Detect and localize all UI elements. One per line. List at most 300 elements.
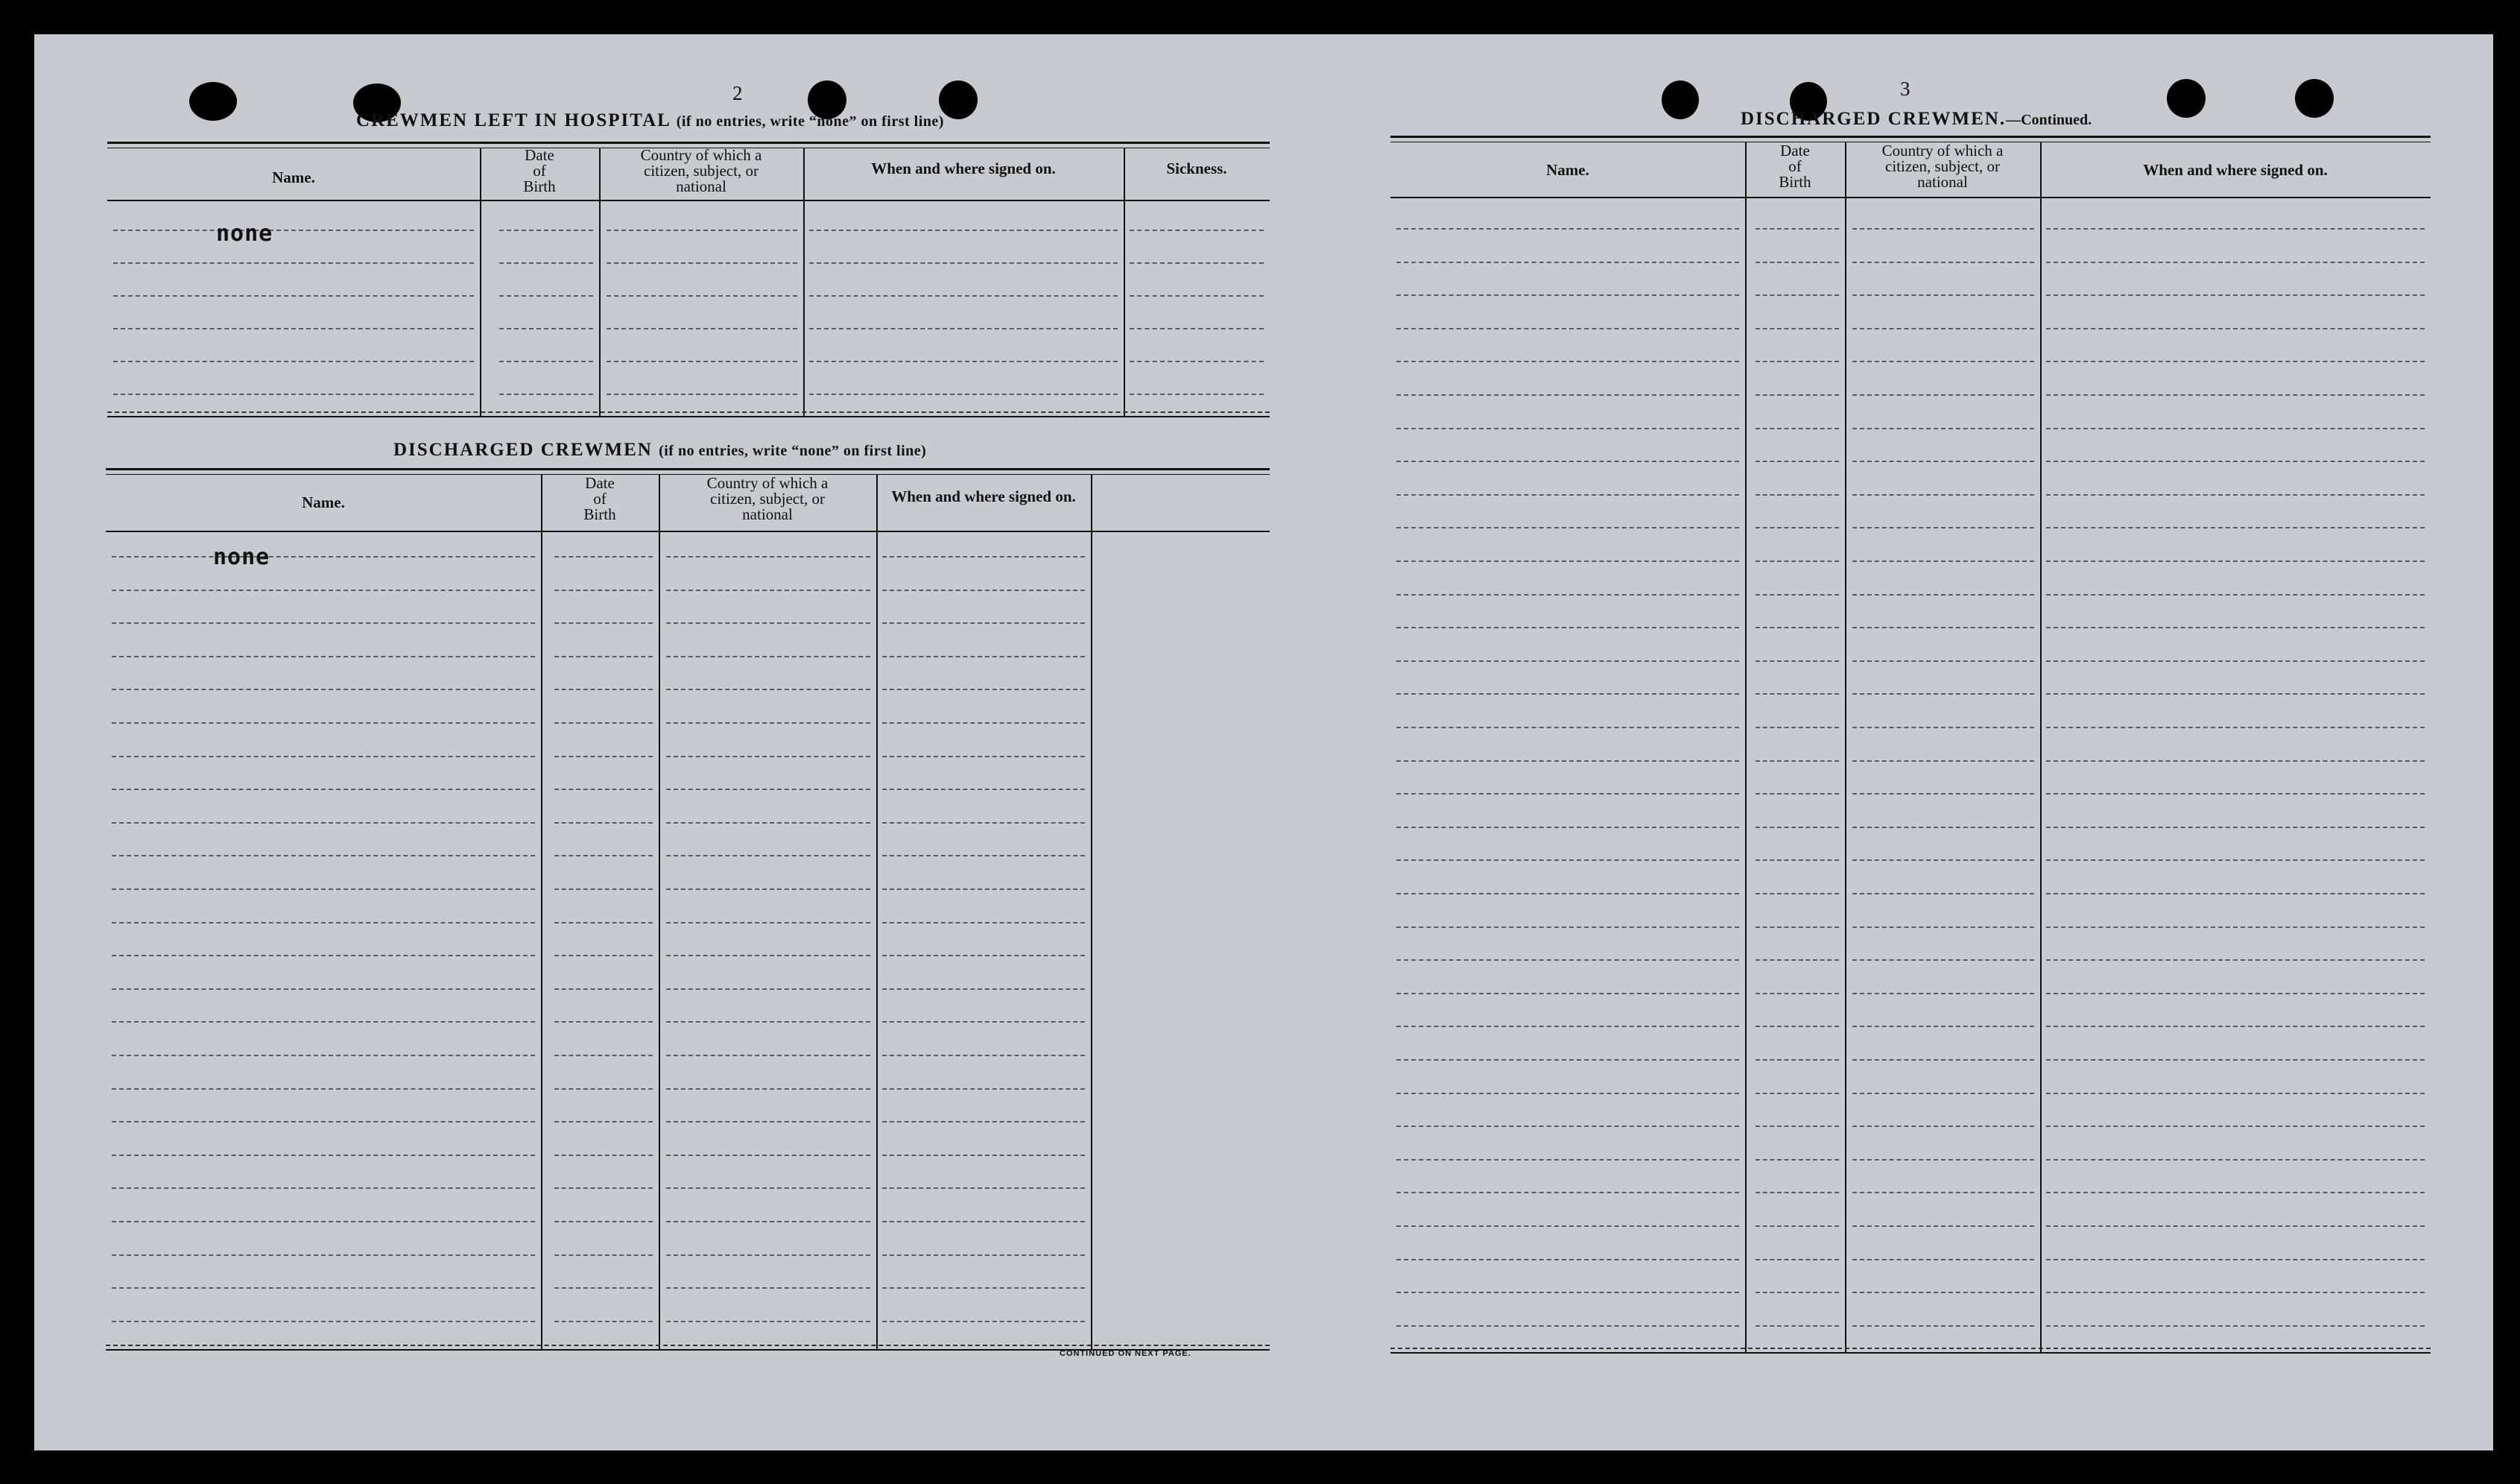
entry-line [1756,760,1839,762]
entry-line [2046,328,2425,329]
entry-line [112,922,535,923]
header-bottom-rule [107,200,1270,201]
entry-line [666,1155,870,1156]
entry-line [2046,1125,2425,1127]
entry-line [112,1088,535,1090]
entry-line [666,1287,870,1289]
entry-line [1396,262,1739,263]
entry-line [882,1254,1085,1256]
entry-line [1756,1325,1839,1327]
entry-line [1852,827,2034,828]
entry-line [1756,594,1839,596]
column-divider [2040,142,2042,1352]
table-top-rule [106,468,1270,475]
entry-line [2046,428,2425,429]
entry-line [1852,1093,2034,1094]
entry-line [554,1287,653,1289]
punch-hole [1662,80,1699,119]
entry-line [1852,461,2034,462]
entry-line [1852,727,2034,728]
entry-line [882,1121,1085,1123]
entry-line [809,394,1118,395]
entry-line [666,922,870,923]
entry-line [1756,494,1839,496]
punch-hole [189,82,237,121]
entry-line [2046,1259,2425,1260]
entry-line [666,1055,870,1056]
entry-line [112,888,535,890]
entry-line [1852,1292,2034,1293]
entry-line [882,1321,1085,1322]
entry-line [554,722,653,724]
entry-line [112,689,535,690]
entry-line [554,922,653,923]
punch-hole [2167,79,2206,118]
entry-line [666,689,870,690]
entry-line [1756,361,1839,362]
entry-line [112,955,535,956]
entry-line [607,262,797,264]
entry-line [1852,262,2034,263]
entry-line [1396,1259,1739,1260]
entry-line [499,328,593,329]
entry-line [554,789,653,790]
column-divider [803,148,805,416]
entry-line [1852,228,2034,230]
entry-line [2046,1292,2425,1293]
entry-line [1852,660,2034,662]
entry-line [882,1021,1085,1023]
entry-line [112,822,535,824]
entry-line [2046,959,2425,961]
entry-line [2046,1059,2425,1061]
entry-line [112,1321,535,1322]
entry-line [1852,1026,2034,1027]
entry-line [554,556,653,558]
column-divider [541,474,542,1349]
entry-line [1396,428,1739,429]
entry-line [1396,561,1739,562]
entry-line [882,1221,1085,1222]
table-bottom-rule [1390,1348,2431,1354]
entry-line [499,262,593,264]
entry-line [666,756,870,757]
entry-line [666,822,870,824]
entry-line [1756,428,1839,429]
entry-line [882,955,1085,956]
entry-line [1852,1225,2034,1227]
entry-line [1756,1093,1839,1094]
entry-line [112,1287,535,1289]
entry-line [1852,494,2034,496]
entry-line [1756,793,1839,795]
entry-line [1852,627,2034,628]
hospital-table [107,142,1270,417]
entry-line [2046,859,2425,861]
entry-line [112,590,535,591]
entry-line [882,988,1085,990]
entry-line [882,756,1085,757]
entry-line [1396,1026,1739,1027]
column-header-name: Name. [1546,161,1589,179]
entry-line [2046,527,2425,528]
entry-line [1396,594,1739,596]
entry-line [113,361,474,362]
entry-line [2046,361,2425,362]
entry-line [112,622,535,624]
entry-line [554,1088,653,1090]
entry-line [1396,461,1739,462]
entry-line [1756,926,1839,928]
entry-line [1130,230,1264,231]
entry-line [1396,893,1739,894]
entry-line [1396,727,1739,728]
entry-line [1852,428,2034,429]
entry-line [112,1187,535,1189]
entry-line [1852,1059,2034,1061]
entry-line [112,1121,535,1123]
entry-line [554,622,653,624]
entry-line [2046,660,2425,662]
entry-line [666,1088,870,1090]
entry-line [1396,859,1739,861]
entry-line [554,1121,653,1123]
entry-line [882,922,1085,923]
entry-line [2046,893,2425,894]
entry-line [607,361,797,362]
entry-line [554,656,653,657]
entry-line [1756,827,1839,828]
entry-line [1396,1159,1739,1161]
column-header-country: Country of which a citizen, subject, or national [706,474,829,523]
entry-line [1130,262,1264,264]
entry-line [607,295,797,297]
entry-line [2046,627,2425,628]
entry-line [1396,361,1739,362]
entry-line [1852,527,2034,528]
form-sheet [34,34,2493,1450]
entry-line [1396,527,1739,528]
entry-line [666,1021,870,1023]
entry-line [112,1221,535,1222]
entry-line [554,689,653,690]
entry-line [1396,1093,1739,1094]
column-header-country: Country of which a citizen, subject, or national [640,146,762,195]
entry-line [1396,294,1739,296]
entry-line [112,656,535,657]
entry-line [882,1187,1085,1189]
entry-line [2046,262,2425,263]
entry-line [1756,1292,1839,1293]
entry-line [1852,893,2034,894]
entry-line [112,756,535,757]
entry-line [1756,461,1839,462]
entry-line [882,590,1085,591]
entry-line [1852,361,2034,362]
entry-line [1756,1225,1839,1227]
entry-line [1396,660,1739,662]
entry-line [666,1187,870,1189]
entry-line [2046,494,2425,496]
entry-line [1396,959,1739,961]
entry-line [112,722,535,724]
discharged-continued-title: DISCHARGED CREWMEN.—Continued. [1741,109,2092,129]
entry-line [882,1155,1085,1156]
hospital-entry-none: none [216,221,273,247]
entry-line [113,295,474,297]
entry-line [1756,1259,1839,1260]
entry-line [1756,959,1839,961]
entry-line [666,1121,870,1123]
entry-line [1852,594,2034,596]
entry-line [882,855,1085,856]
entry-line [1396,1059,1739,1061]
entry-line [554,590,653,591]
entry-line [666,855,870,856]
entry-line [882,556,1085,558]
entry-line [1852,1125,2034,1127]
entry-line [882,1287,1085,1289]
entry-line [1852,693,2034,695]
entry-line [1852,1159,2034,1161]
entry-line [882,622,1085,624]
column-header-signed: When and where signed on. [2143,161,2328,179]
entry-line [1756,993,1839,994]
entry-line [1396,827,1739,828]
punch-hole [2295,79,2334,118]
entry-line [666,888,870,890]
entry-line [1396,793,1739,795]
column-header-dob: Date of Birth [583,474,616,523]
entry-line [1756,727,1839,728]
entry-line [112,988,535,990]
entry-line [113,394,474,395]
entry-line [1852,294,2034,296]
entry-line [2046,1192,2425,1193]
entry-line [882,656,1085,657]
discharged-entry-none: none [213,544,270,570]
entry-line [1852,1192,2034,1193]
entry-line [112,1254,535,1256]
entry-line [1396,627,1739,628]
entry-line [1756,660,1839,662]
entry-line [2046,926,2425,928]
column-header-name: Name. [302,493,345,511]
entry-line [607,394,797,395]
entry-line [2046,727,2425,728]
entry-line [1756,1059,1839,1061]
entry-line [113,230,474,231]
entry-line [1130,328,1264,329]
entry-line [1396,926,1739,928]
entry-line [882,1055,1085,1056]
entry-line [809,328,1118,329]
entry-line [2046,693,2425,695]
table-bottom-rule [107,411,1270,417]
entry-line [2046,827,2425,828]
entry-line [1396,328,1739,329]
entry-line [554,1021,653,1023]
entry-line [1396,1325,1739,1327]
entry-line [882,789,1085,790]
entry-line [666,955,870,956]
entry-line [1852,760,2034,762]
entry-line [1756,527,1839,528]
entry-line [2046,1026,2425,1027]
entry-line [1756,693,1839,695]
entry-line [2046,760,2425,762]
entry-line [882,1088,1085,1090]
entry-line [2046,1325,2425,1327]
entry-line [112,1155,535,1156]
entry-line [1756,262,1839,263]
entry-line [554,1254,653,1256]
entry-line [607,328,797,329]
entry-line [666,988,870,990]
column-header-country: Country of which a citizen, subject, or national [1881,142,2004,191]
entry-line [1756,228,1839,230]
hospital-section-note: (if no entries, write “none” on first line) [676,113,944,130]
entry-line [666,590,870,591]
entry-line [554,888,653,890]
continued-label: —Continued. [2006,112,2092,128]
entry-line [809,230,1118,231]
entry-line [1396,693,1739,695]
entry-line [499,361,593,362]
entry-line [1130,361,1264,362]
column-header-name: Name. [272,168,315,186]
entry-line [1756,1026,1839,1027]
entry-line [1756,561,1839,562]
entry-line [2046,1225,2425,1227]
entry-line [113,262,474,264]
entry-line [2046,228,2425,230]
entry-line [1396,1292,1739,1293]
entry-line [809,361,1118,362]
entry-line [2046,294,2425,296]
entry-line [1756,394,1839,396]
entry-line [1396,1125,1739,1127]
column-divider [659,474,660,1349]
discharged-table [106,468,1270,1351]
entry-line [1756,859,1839,861]
entry-line [666,722,870,724]
page-number-left: 2 [732,82,743,104]
entry-line [666,556,870,558]
entry-line [809,262,1118,264]
entry-line [2046,993,2425,994]
entry-line [2046,561,2425,562]
column-header-dob: Date of Birth [1779,142,1811,191]
entry-line [882,822,1085,824]
entry-line [2046,594,2425,596]
column-divider [1124,148,1125,416]
column-divider [1091,474,1092,1349]
column-divider [1845,142,1846,1352]
entry-line [554,1221,653,1222]
column-divider [1745,142,1747,1352]
header-bottom-rule [1390,197,2431,198]
page-number-right: 3 [1900,78,1910,100]
entry-line [554,855,653,856]
entry-line [882,722,1085,724]
entry-line [2046,1093,2425,1094]
entry-line [1852,859,2034,861]
entry-line [1396,394,1739,396]
entry-line [554,955,653,956]
entry-line [1396,760,1739,762]
entry-line [1130,394,1264,395]
column-header-dob: Date of Birth [523,146,556,195]
entry-line [1396,1225,1739,1227]
entry-line [666,622,870,624]
entry-line [1852,328,2034,329]
continued-note: CONTINUED ON NEXT PAGE. [1060,1349,1191,1358]
entry-line [2046,394,2425,396]
column-divider [876,474,878,1349]
entry-line [112,1021,535,1023]
entry-line [666,789,870,790]
entry-line [666,1321,870,1322]
entry-line [112,855,535,856]
entry-line [607,230,797,231]
entry-line [666,656,870,657]
column-header-signed: When and where signed on. [871,160,1056,177]
discharged-section-note: (if no entries, write “none” on first line) [659,443,927,459]
entry-line [1852,1325,2034,1327]
header-bottom-rule [106,531,1270,532]
entry-line [554,822,653,824]
entry-line [1396,993,1739,994]
entry-line [666,1254,870,1256]
column-header-sickness: Sickness. [1166,160,1227,177]
entry-line [554,1187,653,1189]
entry-line [1130,295,1264,297]
entry-line [882,689,1085,690]
entry-line [1852,993,2034,994]
entry-line [554,1155,653,1156]
hospital-section-title: CREWMEN LEFT IN HOSPITAL (if no entries, write “none” on first line) [356,110,944,130]
punch-hole [939,80,978,119]
entry-line [1756,1159,1839,1161]
column-header-signed: When and where signed on. [891,487,1076,505]
entry-line [1756,893,1839,894]
entry-line [1396,494,1739,496]
entry-line [882,888,1085,890]
entry-line [1396,228,1739,230]
entry-line [554,1055,653,1056]
entry-line [1852,561,2034,562]
entry-line [1852,793,2034,795]
entry-line [1852,1259,2034,1260]
entry-line [1852,959,2034,961]
entry-line [554,756,653,757]
entry-line [2046,793,2425,795]
entry-line [499,295,593,297]
entry-line [809,295,1118,297]
entry-line [1852,926,2034,928]
discharged-section-title: DISCHARGED CREWMEN (if no entries, write “none” on first line) [393,440,927,460]
entry-line [1756,1192,1839,1193]
entry-line [2046,461,2425,462]
entry-line [2046,1159,2425,1161]
discharged-continued-table [1390,136,2431,1354]
entry-line [1756,294,1839,296]
entry-line [1852,394,2034,396]
entry-line [554,1321,653,1322]
entry-line [666,1221,870,1222]
entry-line [112,789,535,790]
